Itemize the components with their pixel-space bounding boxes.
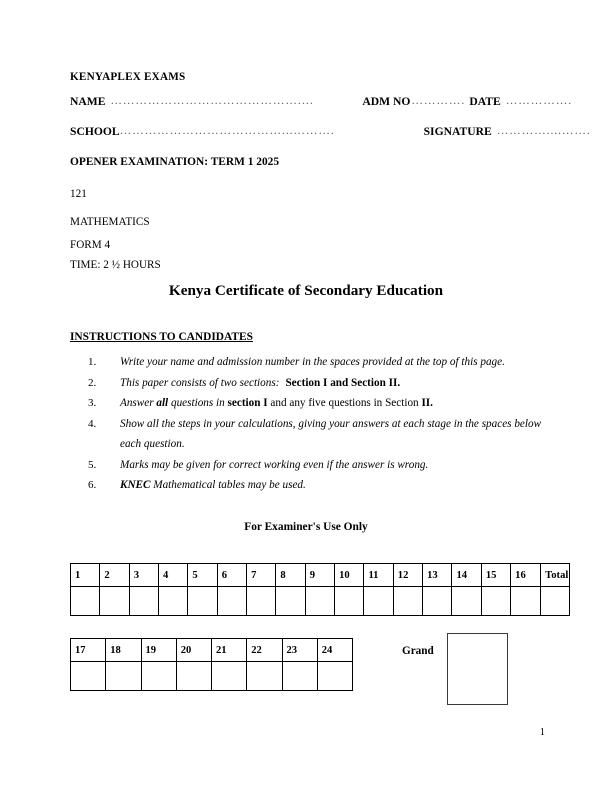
marks-entry-cell[interactable] [511,587,540,616]
marks-entry-cell[interactable] [423,587,452,616]
marks-entry-cell[interactable] [335,587,364,616]
marks-column-header: 19 [141,639,176,662]
marks-column-header: 20 [176,639,211,662]
grand-total-label: Grand [402,645,434,657]
instruction-text-plain: Mathematical tables may be used. [150,479,306,491]
marks-column-header: 8 [276,564,305,587]
marks-entry-cell[interactable] [276,587,305,616]
name-fill-line[interactable]: ……………………………………….… [110,94,315,107]
school-label: SCHOOL [70,125,120,138]
marks-column-header: 11 [364,564,393,587]
instruction-text-emphasis: I [260,397,268,409]
examiner-use-heading: For Examiner's Use Only [244,521,368,533]
marks-entry-cell[interactable] [452,587,481,616]
instruction-text-emphasis: Section I and Section II. [285,376,401,389]
marks-column-header: 21 [212,639,247,662]
marks-entry-cell[interactable] [100,587,129,616]
marks-entry-cell[interactable] [71,587,100,616]
marks-column-header: 24 [317,639,352,662]
marks-entry-cell[interactable] [393,587,422,616]
marks-column-header: 12 [393,564,422,587]
marks-entry-cell[interactable] [141,662,176,691]
marks-column-header: 22 [247,639,282,662]
school-signature-line [70,124,591,138]
marks-column-header: 23 [282,639,317,662]
instruction-item [70,475,550,496]
marks-column-header: 17 [71,639,106,662]
instruction-item [70,352,550,373]
marks-column-header: 5 [188,564,217,587]
marks-column-header: Total [540,564,570,587]
marks-entry-cell[interactable] [217,587,246,616]
instruction-number: 1. [88,356,97,368]
paper-duration: TIME: 2 ½ HOURS [70,259,161,271]
marks-column-header: 9 [305,564,334,587]
marks-entry-cell[interactable] [212,662,247,691]
marks-column-header: 3 [129,564,158,587]
instruction-text-plain: Answer [120,397,157,409]
instruction-number: 4. [88,417,97,430]
paper-code: 121 [70,188,87,200]
marks-column-header: 13 [423,564,452,587]
instruction-item [70,455,550,476]
instruction-text-emphasis: II. [421,397,433,409]
marks-column-header: 16 [511,564,540,587]
marks-entry-cell[interactable] [481,587,510,616]
marks-column-header: 6 [217,564,246,587]
adm-no-label: ADM NO [362,95,411,108]
paper-form: FORM 4 [70,239,111,251]
page-number: 1 [539,727,545,738]
marks-table-section-two [70,638,353,691]
marks-column-header: 4 [159,564,188,587]
marks-entry-cell[interactable] [305,587,334,616]
date-label: DATE [469,95,501,108]
table-row [71,662,353,691]
instruction-number: 6. [88,479,97,491]
adm-no-fill-line[interactable]: …………. [411,94,466,107]
instruction-text: Write your name and admission number in the spaces provided at the top of this page. [120,356,505,368]
marks-entry-cell[interactable] [317,662,352,691]
grand-total-box[interactable] [447,633,508,705]
instruction-text-emphasis: section [227,397,261,409]
instruction-number: 3. [88,397,97,409]
name-label: NAME [70,95,106,108]
instruction-text [120,373,550,394]
instruction-text-emphasis: all [156,397,169,409]
marks-column-header: 14 [452,564,481,587]
instruction-text: Marks may be given for correct working even if the answer is wrong. [120,458,429,471]
instruction-text-emphasis: KNEC [120,479,151,491]
instruction-text-plain: and any five questions in Section [267,397,422,409]
marks-entry-cell[interactable] [247,587,276,616]
instruction-item [70,393,550,414]
exam-session-line: OPENER EXAMINATION: TERM 1 2025 [70,156,280,168]
marks-entry-cell[interactable] [247,662,282,691]
table-row [71,564,570,587]
marks-column-header: 7 [247,564,276,587]
marks-entry-cell[interactable] [540,587,570,616]
instruction-text [120,475,550,496]
instruction-text-plain: This paper consists of two sections: [120,376,280,389]
table-row [71,587,570,616]
instruction-item [70,373,550,394]
paper-subject: MATHEMATICS [70,216,150,228]
school-fill-line[interactable]: …………………………………...………. [119,124,335,137]
marks-entry-cell[interactable] [159,587,188,616]
marks-entry-cell[interactable] [106,662,141,691]
instructions-list [70,352,550,496]
marks-table-section-one [70,563,570,616]
instructions-heading: INSTRUCTIONS TO CANDIDATES [70,331,253,343]
marks-entry-cell[interactable] [129,587,158,616]
instruction-number: 5. [88,458,97,471]
signature-label: SIGNATURE [423,125,492,138]
date-fill-line[interactable]: ……………. [505,94,573,107]
marks-entry-cell[interactable] [282,662,317,691]
marks-column-header: 1 [71,564,100,587]
instruction-number: 2. [88,376,97,389]
marks-entry-cell[interactable] [364,587,393,616]
instruction-text-plain: questions in [168,397,228,409]
page-title: Kenya Certificate of Secondary Education [168,282,444,299]
marks-column-header: 18 [106,639,141,662]
institution-name: KENYAPLEX EXAMS [70,71,186,83]
signature-fill-line[interactable]: …………....……. [496,124,591,137]
candidate-identity-line [70,94,573,108]
table-row [71,639,353,662]
instruction-item [70,414,550,455]
marks-entry-cell[interactable] [188,587,217,616]
marks-entry-cell[interactable] [176,662,211,691]
marks-column-header: 10 [335,564,364,587]
marks-entry-cell[interactable] [71,662,106,691]
marks-column-header: 2 [100,564,129,587]
instruction-text: Show all the steps in your calculations, giving your answers at each stage in the spaces below each question. [120,417,542,450]
marks-column-header: 15 [481,564,510,587]
instruction-text [120,393,550,414]
